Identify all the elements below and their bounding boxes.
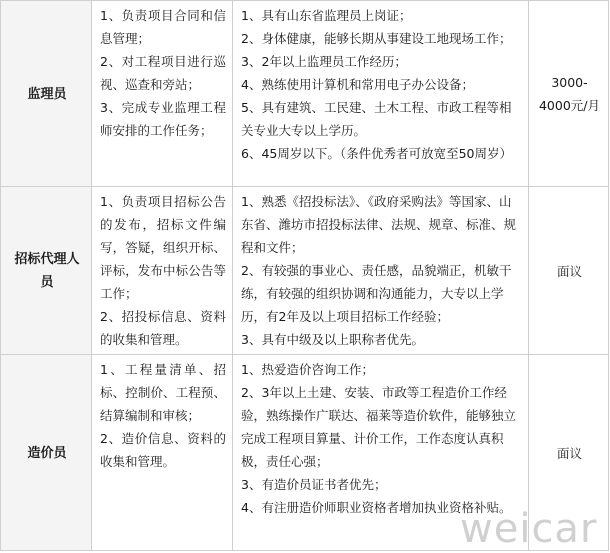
salary-cell: 3000-4000元/月 [529,1,609,187]
duties-cell [92,355,233,551]
position-cell: 监理员 [1,1,92,187]
salary-cell: 面议 [529,355,609,551]
position-cell: 招标代理人员 [1,187,92,355]
requirement-item: 5、具有建筑、工民建、土木工程、市政工程等相关专业大专以上学历。 [241,100,512,138]
requirement-item: 3、有造价员证书者优先； [241,477,387,492]
requirement-item: 3、具有中级及以上职称者优先。 [241,332,424,347]
duty-item: 1、负责项目招标公告的发布，招标文件编写，答疑，组织开标、评标，发布中标公告等工作； [100,194,226,301]
requirement-item: 6、45周岁以下。（条件优秀者可放宽至50周岁） [241,146,513,161]
table-row [1,187,609,355]
table-row [1,1,609,187]
requirement-item: 2、身体健康，能够长期从事建设工地现场工作； [241,31,512,46]
requirement-item: 4、有注册造价师职业资格者增加执业资格补贴。 [241,500,512,515]
requirement-item: 2、3年以上土建、安装、市政等工程造价工作经验，熟练操作广联达、福莱等造价软件，能够独立完成工程项目算量、计价工作，工作态度认真积极，责任心强； [241,385,517,469]
requirement-item: 1、具有山东省监理员上岗证； [241,8,412,23]
requirements-cell [233,187,529,355]
requirements-cell [233,1,529,187]
duty-item: 2、招投标信息、资料的收集和管理。 [100,309,226,347]
requirement-item: 1、热爱造价咨询工作； [241,362,374,377]
duty-item: 2、对工程项目进行巡视、巡查和旁站； [100,54,226,92]
duty-item: 1、负责项目合同和信息管理； [100,8,226,46]
requirement-item: 2、有较强的事业心、责任感，品貌端正，机敏干练，有较强的组织协调和沟通能力，大专以上学历，有2年及以上项目招标工作经验； [241,263,512,324]
watermark: weicar [460,506,598,552]
duties-cell [92,1,233,187]
requirement-item: 1、熟悉《招投标法》、《政府采购法》等国家、山东省、潍坊市招投标法律、法规、规章、标准、规程和文件； [241,194,517,255]
requirement-item: 3、2年以上监理员工作经历； [241,54,407,69]
requirement-item: 4、熟练使用计算机和常用电子办公设备； [241,77,474,92]
position-cell: 造价员 [1,355,92,551]
duty-item: 2、造价信息、资料的收集和管理。 [100,431,226,469]
duty-item: 3、完成专业监理工程师安排的工作任务； [100,100,226,138]
duties-cell [92,187,233,355]
salary-cell: 面议 [529,187,609,355]
duty-item: 1、工程量清单、招标、控制价、工程预、结算编制和审核； [100,362,226,423]
